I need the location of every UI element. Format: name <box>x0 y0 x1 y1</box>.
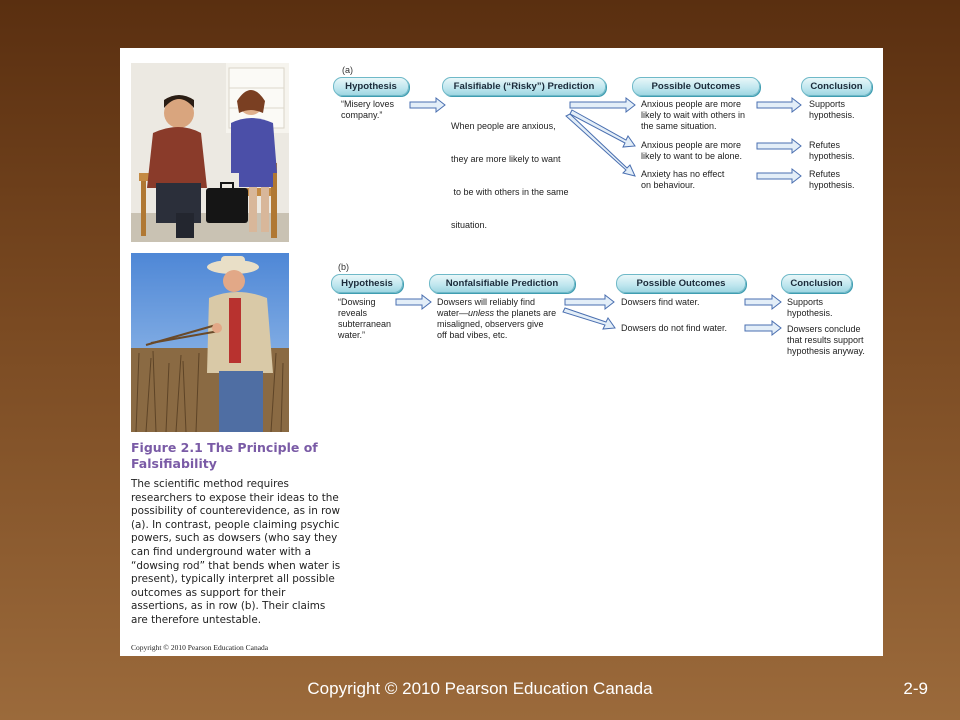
arrow-b-hyp-pred <box>396 295 431 309</box>
arrow-a-out2-con2 <box>757 139 801 153</box>
row-a-outcome-3 <box>641 169 724 191</box>
text-line: Supports <box>809 99 846 109</box>
row-b-hypothesis-header: Hypothesis <box>331 274 403 293</box>
text-line: “Misery loves <box>341 99 395 109</box>
text-line: Anxious people are more <box>641 140 742 150</box>
row-b-conclusion-2 <box>787 324 865 357</box>
text-line: misaligned, observers give <box>437 319 544 329</box>
text-line: on behaviour. <box>641 180 696 190</box>
row-a-outcomes-header: Possible Outcomes <box>632 77 760 96</box>
text-line: that results support <box>787 335 864 345</box>
row-b-prediction-text <box>437 297 556 341</box>
row-a-conclusion-1 <box>809 99 855 121</box>
text-line: reveals <box>338 308 368 318</box>
text-line: hypothesis. <box>809 151 855 161</box>
text-line: When people are anxious, <box>451 121 556 131</box>
footer-copyright: Copyright © 2010 Pearson Education Canada <box>307 679 653 698</box>
text-line: Dowsers conclude <box>787 324 861 334</box>
text-line: Anxious people are more <box>641 99 742 109</box>
row-a-outcome-1 <box>641 99 745 132</box>
text-emphasis: unless <box>468 308 495 318</box>
arrow-b-pred-out1 <box>565 295 614 309</box>
row-b-outcome-2 <box>621 323 727 334</box>
figure-panel <box>120 48 883 656</box>
arrow-b-pred-out2 <box>563 308 615 329</box>
text-line: hypothesis. <box>809 180 855 190</box>
arrow-b-out1-con1 <box>745 295 781 309</box>
text-line: to be with others in the same <box>451 187 569 197</box>
text-line: Dowsers do not find water. <box>621 323 728 333</box>
row-b-label: (b) <box>338 262 349 272</box>
row-a-label: (a) <box>342 65 353 75</box>
text-line <box>437 308 556 319</box>
arrow-a-pred-out1 <box>570 98 635 112</box>
text-fragment: water— <box>437 308 469 318</box>
text-line: Anxiety has no effect <box>641 169 725 179</box>
row-a-outcome-2 <box>641 140 742 162</box>
text-fragment: the planets are <box>494 308 557 318</box>
text-line: situation. <box>451 220 488 230</box>
text-line: “Dowsing <box>338 297 376 307</box>
row-a-prediction-header: Falsifiable (“Risky”) Prediction <box>442 77 606 96</box>
row-a-hypothesis-text <box>341 99 394 121</box>
row-a-conclusion-header: Conclusion <box>801 77 872 96</box>
row-a-conclusion-2 <box>809 140 855 162</box>
arrow-b-out2-con2 <box>745 321 781 335</box>
figure-copyright: Copyright © 2010 Pearson Education Canada <box>131 643 269 652</box>
text-line: hypothesis. <box>809 110 855 120</box>
text-line: likely to wait with others in <box>641 110 746 120</box>
text-line: the same situation. <box>641 121 717 131</box>
text-line: hypothesis. <box>787 308 833 318</box>
arrow-a-out1-con1 <box>757 98 801 112</box>
slide-number: 2-9 <box>903 679 928 698</box>
text-line: hypothesis anyway. <box>787 346 865 356</box>
figure-caption: The scientific method requires researchers to expose their ideas to the possibility of counterevidence, as in row (a). In contrast, people claiming psychic powers, such as dowsers (who say they can find underground water with a “dowsing rod” that bends when water is present), typically interpret all possible outcomes as support for their assertions, as in row (b). Their claims are therefore untestable. <box>131 478 341 626</box>
text-line: Dowsers find water. <box>621 297 700 307</box>
arrow-a-hyp-pred <box>410 98 445 112</box>
row-a-prediction-text <box>451 99 569 253</box>
row-a-conclusion-3 <box>809 169 855 191</box>
row-b-hypothesis-text <box>338 297 391 341</box>
row-b-prediction-header: Nonfalsifiable Prediction <box>429 274 575 293</box>
figure-title-text: The Principle of Falsifiability <box>131 440 318 471</box>
row-b-conclusion-header: Conclusion <box>781 274 852 293</box>
row-b-outcomes-header: Possible Outcomes <box>616 274 746 293</box>
text-line: Dowsers will reliably find <box>437 297 536 307</box>
row-b-outcome-1 <box>621 297 700 308</box>
arrow-a-out3-con3 <box>757 169 801 183</box>
row-b-conclusion-1 <box>787 297 833 319</box>
text-line: Refutes <box>809 169 841 179</box>
text-line: Supports <box>787 297 824 307</box>
figure-number: Figure 2.1 <box>131 440 203 455</box>
row-a-hypothesis-header: Hypothesis <box>333 77 409 96</box>
text-line: they are more likely to want <box>451 154 561 164</box>
text-line: Refutes <box>809 140 841 150</box>
text-line: company.” <box>341 110 383 120</box>
text-line: off bad vibes, etc. <box>437 330 508 340</box>
text-line: water.” <box>338 330 366 340</box>
text-line: likely to want to be alone. <box>641 151 743 161</box>
text-line: subterranean <box>338 319 392 329</box>
